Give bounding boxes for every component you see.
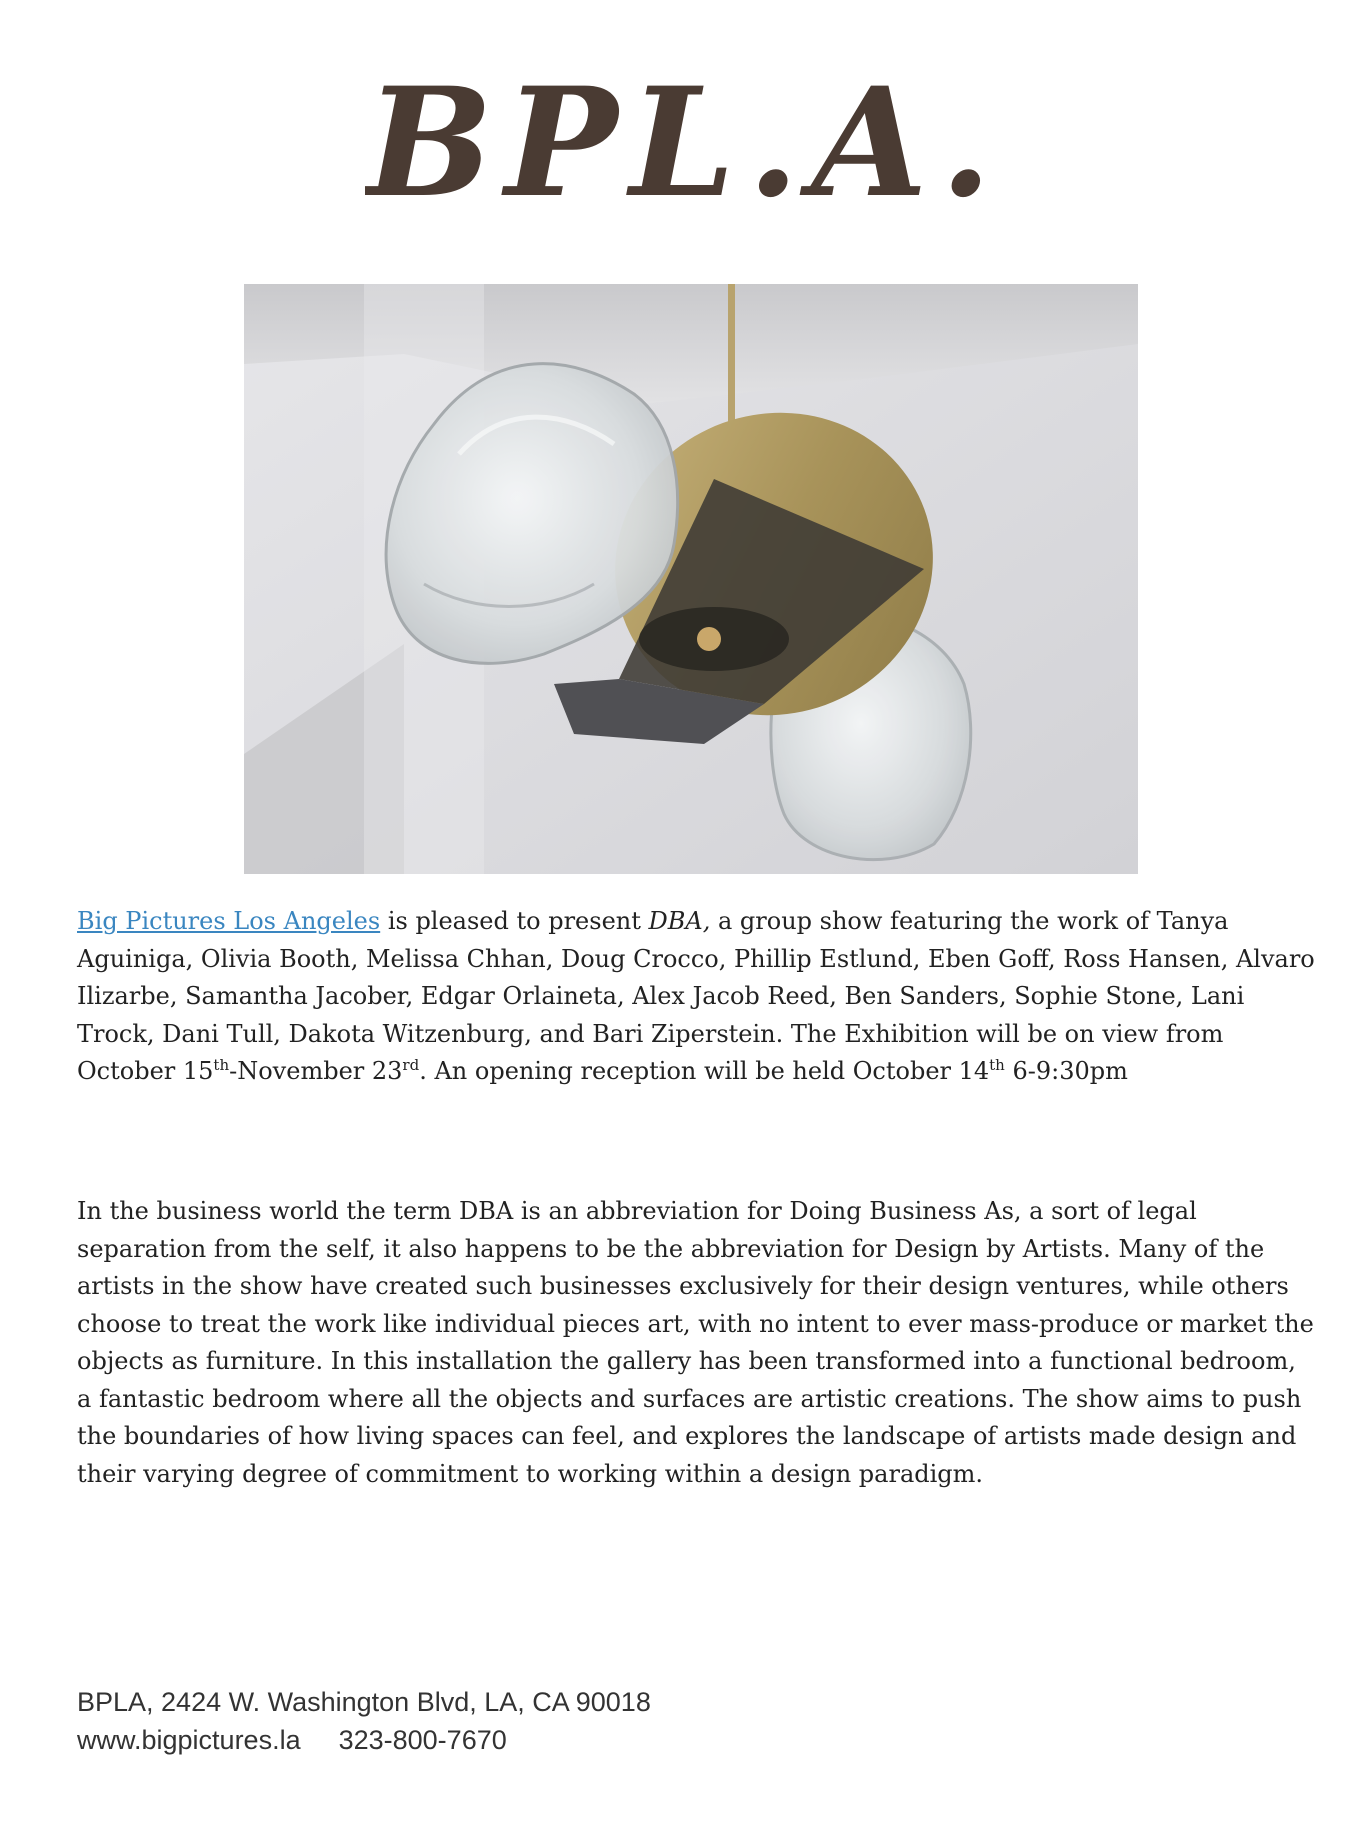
intro-text-3: -November 23	[229, 1057, 403, 1085]
superscript-th-1: th	[213, 1056, 230, 1074]
body-paragraph: In the business world the term DBA is an abbreviation for Doing Business As, a sort of legal separation from the self, it also happens to be the abbreviation for Design by Artists. Many of the artists in the show have created such businesses exclusively for their design ventures, while others choose to treat the work like individual pieces art, with no intent to ever mass-produce or market the objects as furniture. In this installation the gallery has been transformed into a functional bedroom, a fantastic bedroom where all the objects and surfaces are artistic creations. The show aims to push the boundaries of how living spaces can feel, and explores the landscape of artists made design and their varying degree of commitment to working within a design paradigm.	[77, 1197, 1314, 1488]
pendant-lamp-image	[244, 284, 1138, 874]
installation-photo	[244, 284, 1138, 874]
intro-text-5: 6-9:30pm	[1004, 1057, 1128, 1085]
show-title: DBA,	[648, 907, 711, 935]
logo-wordmark	[365, 60, 1005, 240]
footer-address: BPLA, 2424 W. Washington Blvd, LA, CA 90018	[77, 1687, 651, 1717]
footer-contact	[77, 1683, 651, 1759]
intro-text-4: . An opening reception will be held October 14	[419, 1057, 990, 1085]
intro-paragraph	[77, 903, 1317, 1091]
superscript-rd: rd	[402, 1056, 420, 1074]
footer-website[interactable]: www.bigpictures.la	[77, 1725, 301, 1755]
gallery-logo	[0, 60, 1370, 260]
big-pictures-link[interactable]: Big Pictures Los Angeles	[77, 907, 381, 935]
superscript-th-2: th	[989, 1056, 1005, 1074]
intro-text-1: is pleased to present	[380, 907, 649, 935]
footer-phone: 323-800-7670	[338, 1725, 507, 1755]
intro-text-2: a group show featuring the work of Tanya Aguiniga, Olivia Booth, Melissa Chhan, Doug Crocco, Phillip Estlund, Eben Goff, Ross Hansen, Alvaro Ilizarbe, Samantha Jacober, Edgar Orlaineta, Alex Jacob Reed, Ben Sanders, Sophie Stone, Lani Trock, Dani Tull, Dakota Witzenburg, and Bari Ziperstein. The Exhibition will be on view from October 15	[77, 907, 1315, 1085]
footer-contact-line	[77, 1721, 651, 1759]
logo-text: BPL.A.	[366, 60, 1004, 231]
